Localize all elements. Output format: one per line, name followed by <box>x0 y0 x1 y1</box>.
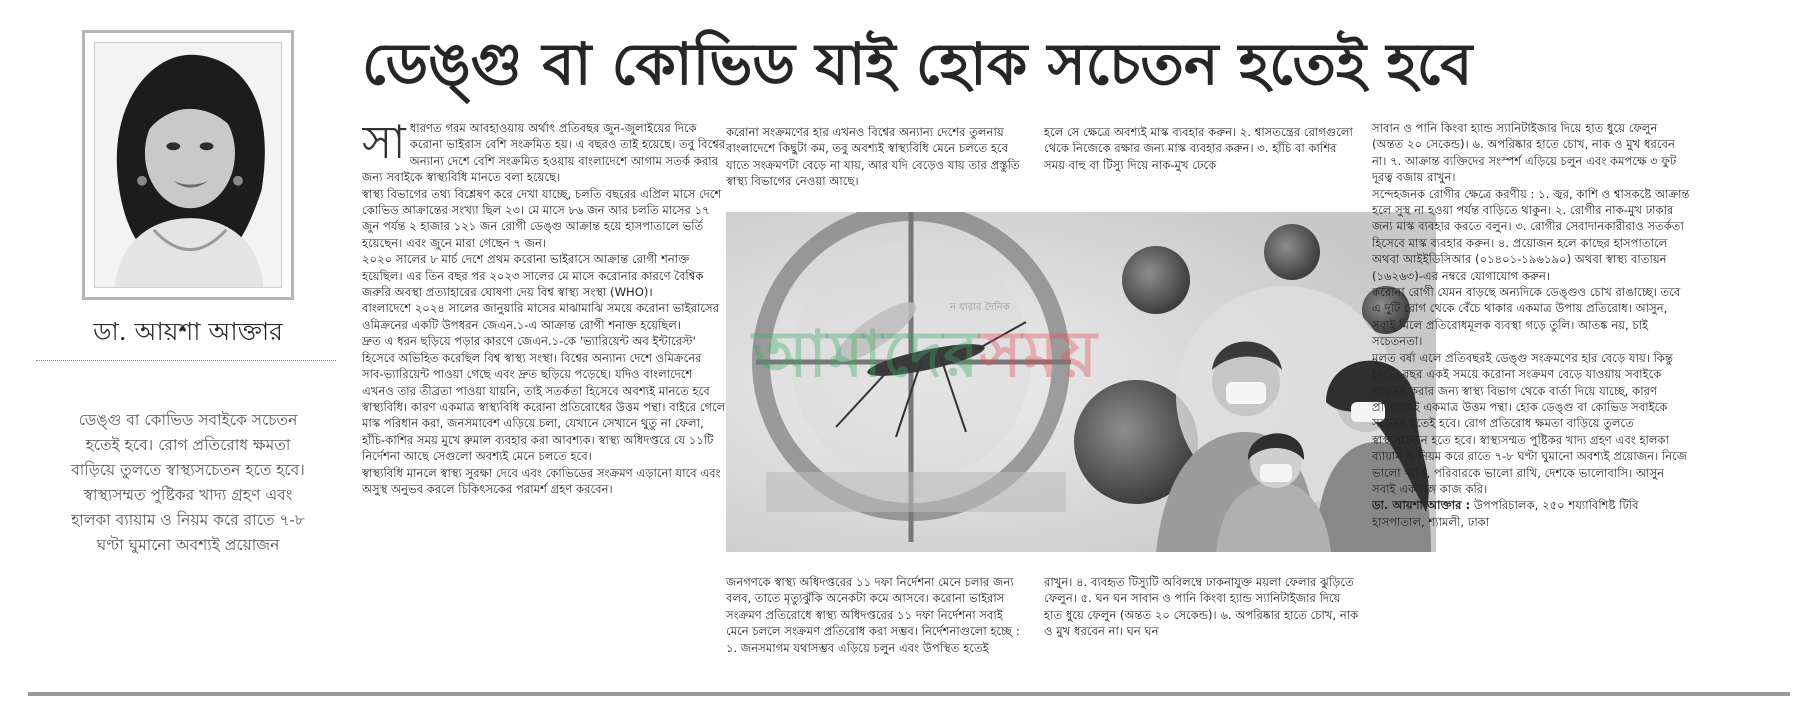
signoff-name: ডা. আয়শা আক্তার : <box>1372 498 1471 513</box>
paragraph: ২০২০ সালের ৮ মার্চ দেশে প্রথম করোনা ভাইরাসে আক্রান্ত রোগী শনাক্ত হয়েছিল। এর তিন বছর পর ২০২৩ সালের মে মাসে করোনার কারণে বৈশ্বিক জরুরি অবস্থা প্রত্যাহারের ঘোষণা দেয় বিশ্ব স্বাস্থ্য সংস্থা (WHO)। <box>362 252 704 300</box>
author-signoff <box>1372 497 1690 530</box>
author-byline: ডা. আয়শা আক্তার <box>93 317 283 346</box>
article-column-2-top <box>726 124 1028 204</box>
drop-cap: সা <box>362 120 406 169</box>
paragraph: দ্রুত এ ধরন ছড়িয়ে পড়ার কারণে জেএন.১-কে 'ভ্যারিয়েন্ট অব ইন্টারেস্ট' হিসেবে অভিহিত করেছিল বিশ্ব স্বাস্থ্য সংস্থা। বিশ্বের অন্যান্য দেশে ওমিক্রনের সাব-ভ্যারিয়েন্ট পাওয়া গেছে এবং দ্রুত ছড়িয়ে পড়েছে। যদিও বাংলাদেশে এখনও তার তীব্রতা পাওয়া যায়নি, তাই সতর্কতা হিসেবে অবশ্যই মানতে হবে স্বাস্থ্যবিধি। কারণ একমাত্র স্বাস্থ্যবিধি করোনা প্রতিরোধের উত্তম পন্থা। বাইরে গেলে মাস্ক পরিধান করা, জনসমাবেশ এড়িয়ে চলা, যেখানে সেখানে থুতু না ফেলা, হাঁচি-কাশির সময় মুখে রুমাল ব্যবহার করা আবশ্যক। স্বাস্থ্য অধিদপ্তরে যে ১১টি নির্দেশনা আছে সেগুলো অবশ্যই মেনে চলতে হবে। <box>362 334 726 464</box>
article-column-1 <box>362 120 726 680</box>
pull-quote: ডেঙ্গু বা কোভিড সবাইকে সচেতন হতেই হবে। রোগ প্রতিরোধ ক্ষমতা বাড়িয়ে তুলতে স্বাস্থ্যসচেতন হতে হবে। স্বাস্থ্যসম্মত পুষ্টিকর খাদ্য গ্রহণ এবং হালকা ব্যায়াম ও নিয়ম করে রাতে ৭-৮ ঘণ্টা ঘুমানো অবশ্যই প্রয়োজন <box>71 411 305 554</box>
paragraph: জনগণকে স্বাস্থ্য অধিদপ্তরের ১১ দফা নির্দেশনা মেনে চলার জন্য বলব, তাতে মৃত্যুঝুঁকি অনেকটা কমে আসবে। করোনা ভাইরাস সংক্রমণ প্রতিরোধে স্বাস্থ্য অধিদপ্তরের ১১ দফা নির্দেশনা সবাই মেনে চললে সংক্রমণ প্রতিরোধ করা সম্ভব। নির্দেশনাগুলো হচ্ছে : ১. জনসমাগম যথাসম্ভব এড়িয়ে চলুন এবং উপস্থিত হতেই <box>726 575 1020 655</box>
watermark-logo <box>690 306 1160 413</box>
watermark-logo-accent: সময় <box>979 317 1098 392</box>
article-column-2-bottom <box>726 574 1028 682</box>
author-portrait-image <box>95 43 281 287</box>
article-column-3-bottom <box>1044 574 1362 682</box>
byline-divider <box>36 360 336 361</box>
watermark-logo-main: আমাদের <box>752 317 980 392</box>
paragraph: রাখুন। ৪. ব্যবহৃত টিস্যুটি অবিলম্বে ঢাকনাযুক্ত ময়লা ফেলার ঝুড়িতে ফেলুন। ৫. ঘন ঘন সাবান ও পানি কিংবা হ্যান্ড স্যানিটাইজার দিয়ে হাত ধুয়ে ফেলুন (অন্তত ২০ সেকেন্ড)। ৬. অপরিষ্কার হাতে চোখ, নাক ও মুখ ধরবেন না। ঘন ঘন <box>1044 575 1359 639</box>
bottom-divider <box>28 692 1790 696</box>
paragraph: হলে সে ক্ষেত্রে অবশ্যই মাস্ক ব্যবহার করুন। ২. শ্বাসতন্ত্রের রোগগুলো থেকে নিজেকে রক্ষার জন্য মাস্ক ব্যবহার করুন। ৩. হাঁচি বা কাশির সময় বাহু বা টিস্যু দিয়ে নাক-মুখ ঢেকে <box>1044 125 1353 172</box>
paragraph: ধারণত গরম আবহাওয়ায় অর্থাৎ প্রতিবছর জুন-জুলাইয়ের দিকে করোনা ভাইরাস বেশি সংক্রমিত হয়। এ বছরও তাই হয়েছে। তবু বিশ্বের অন্যান্য দেশে বেশি সংক্রমিত হওয়ায় বাংলাদেশে আগাম সতর্ক করার জন্য সবাইকে স্বাস্থ্যবিধি মানতে বলা হয়েছে। <box>362 121 726 185</box>
paragraph: স্বাস্থ্যবিধি মানলে স্বাস্থ্য সুরক্ষা দেবে এবং কোভিডের সংক্রমণ এড়ানো যাবে এবং অসুস্থ অনুভব করলে চিকিৎসকের পরামর্শ গ্রহণ করবেন। <box>362 465 721 496</box>
article-column-4 <box>1372 120 1690 684</box>
author-photo <box>94 42 282 288</box>
paragraph: সন্দেহজনক রোগীর ক্ষেত্রে করণীয় : ১. জ্বর, কাশি ও শ্বাসকষ্টে আক্রান্ত হলে সুস্থ না হওয়া পর্যন্ত বাড়িতে থাকুন। ২. রোগীর নাক-মুখ ঢাকার জন্য মাস্ক ব্যবহার করতে বলুন। ৩. রোগীর সেবাদানকারীরাও সতর্কতা হিসেবে মাস্ক ব্যবহার করুন। ৪. প্রয়োজন হলে কাছের হাসপাতালে অথবা আইইডিসিআর (০১৪০১-১৯৬১৯০) অথবা স্বাস্থ্য বাতায়ন (১৬২৬৩)-এর নম্বরে যোগাযোগ করুন। <box>1372 186 1690 283</box>
paragraph: বাংলাদেশে ২০২৪ সালের জানুয়ারি মাসের মাঝামাঝি সময়ে করোনা ভাইরাসের ওমিক্রনের একটি উপধরন জেএন.১-এ আক্রান্ত রোগী শনাক্ত হয়েছিল। <box>362 301 720 332</box>
paragraph: করোনা সংক্রমণের হার এখনও বিশ্বের অন্যান্য দেশের তুলনায় বাংলাদেশে কিছুটা কম, তবু অবশ্যই স্বাস্থ্যবিধি মেনে চলতে হবে যাতে সংক্রমণটা বেড়ে না যায়, আর যদি বেড়েও যায় তার প্রস্তুতি স্বাস্থ্য বিভাগের নেওয়া আছে। <box>726 125 1020 189</box>
watermark-tagline: ন ধারার দৈনিক <box>950 302 1010 313</box>
paragraph: স্বাস্থ্য বিভাগের তথ্য বিশ্লেষণ করে দেখা যাচ্ছে, চলতি বছরের এপ্রিল মাসে দেশে কোভিড আক্রান্তের সংখ্যা ছিল ২৩। মে মাসে ৮৬ জন আর চলতি মাসের ১৭ জুন পর্যন্ত ২ হাজার ১২১ জন রোগী ডেঙ্গু আক্রান্ত হয়ে হাসপাতালে ভর্তি হয়েছেন। এবং জুনে মারা গেছেন ৭ জন। <box>362 186 722 250</box>
paragraph: সাবান ও পানি কিংবা হ্যান্ড স্যানিটাইজার দিয়ে হাত ধুয়ে ফেলুন (অন্তত ২০ সেকেন্ড)। ৬. অপরিষ্কার হাতে চোখ, নাক ও মুখ ধরবেন না। ৭. আক্রান্ত ব্যক্তিদের সংস্পর্শ এড়িয়ে চলুন এবং কমপক্ষে ৩ ফুট দূরত্ব বজায় রাখুন। <box>1372 121 1677 185</box>
signoff-role: উপপরিচালক, ২৫০ শয্যাবিশিষ্ট টিবি হাসপাতাল, শ্যামলী, ঢাকা <box>1372 498 1639 529</box>
author-photo-frame <box>82 30 294 300</box>
paragraph: মূলত বর্ষা এলে প্রতিবছরই ডেঙ্গু সংক্রমণের হার বেড়ে যায়। কিন্তু চলতি বছর একই সময়ে করোনা সংক্রমণ বেড়ে যাওয়ায় সবাইকে সচেতন করার জন্য স্বাস্থ্য বিভাগ থেকে বার্তা দিয়ে যাচ্ছে, কারণ প্রতিরোধই একমাত্র উত্তম পন্থা। হোক ডেঙ্গু বা কোভিড সবাইকে সচেতন হতেই হবে। রোগ প্রতিরোধ ক্ষমতা বাড়িয়ে তুলতে স্বাস্থ্যসচেতন হতে হবে। স্বাস্থ্যসম্মত পুষ্টিকর খাদ্য গ্রহণ এবং হালকা ব্যায়াম ও নিয়ম করে রাতে ৭-৮ ঘণ্টা ঘুমানো অবশ্যই প্রয়োজন। নিজে ভালো থাকি, পরিবারকে ভালো রাখি, দেশকে ভালোবাসি। আসুন সবাই একসঙ্গে কাজ করি। <box>1372 350 1688 496</box>
article-column-3-top <box>1044 124 1356 204</box>
paragraph: করোনা রোগী যেমন বাড়ছে অন্যদিকে ডেঙ্গুও চোখ রাঙাচ্ছে। তবে এ দুটি রোগ থেকে বেঁচে থাকার একমাত্র উপায় প্রতিরোধ। আসুন, সবাই মিলে প্রতিরোধমূলক ব্যবস্থা গড়ে তুলি। আতঙ্ক নয়, চাই সচেতনতা। <box>1372 285 1681 349</box>
article-headline: ডেঙ্গু বা কোভিড যাই হোক সচেতন হতেই হবে <box>362 30 1473 98</box>
